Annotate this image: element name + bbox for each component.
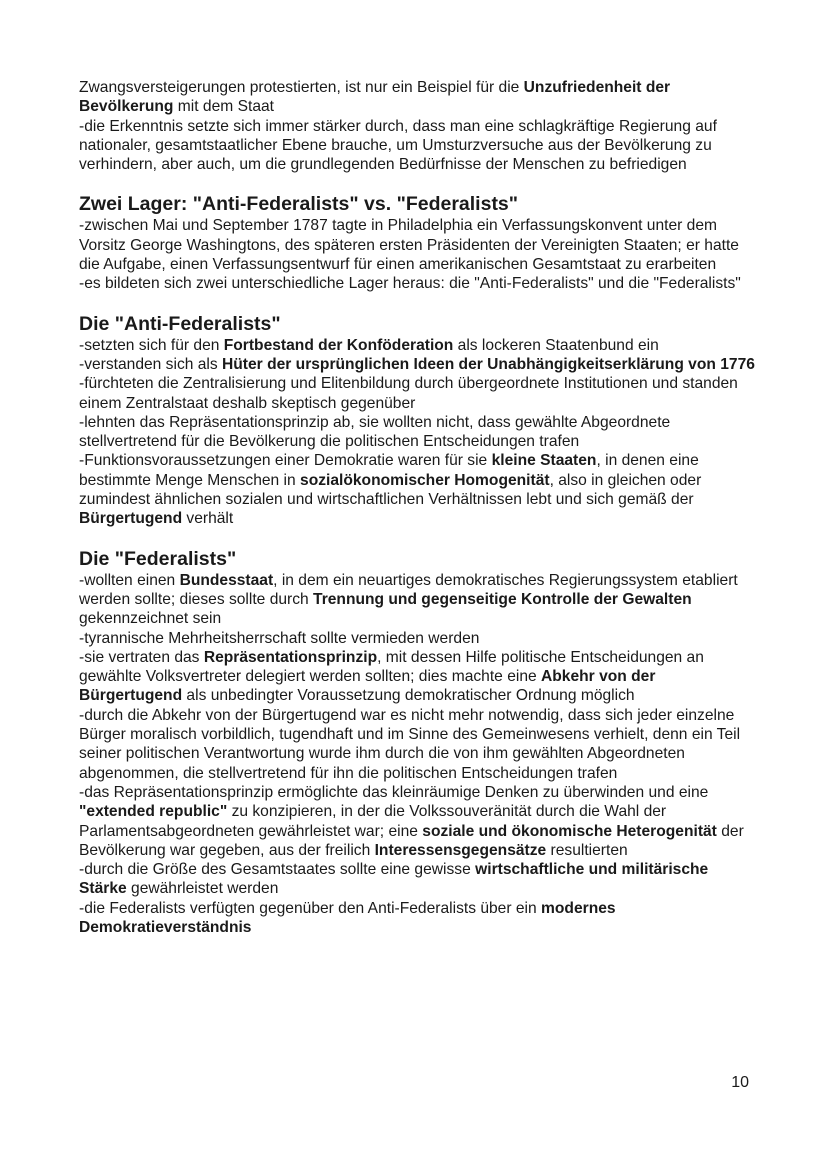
section-paragraph: -durch die Größe des Gesamtstaates sollte eine gewisse wirtschaftliche und militärische Stärke gewährleistet werden: [79, 861, 709, 898]
section-paragraph: -das Repräsentationsprinzip ermöglichte das kleinräumige Denken zu überwinden und eine "extended republic" zu konzipieren, in der die Volkssouveränität durch die Wahl der Parlamentsabgeordneten gewährleistet war; eine soziale und ökonomische Heterogenität der Bevölkerung war gegeben, aus der freilich Interessensgegensätze resultierten: [79, 783, 744, 859]
intro-paragraph: -die Erkenntnis setzte sich immer stärker durch, dass man eine schlagkräftige Regierung auf nationaler, gesamtstaatlicher Ebene brauche, um Umsturzversuche aus der Bevölkerung zu verhindern, aber auch, um die grundlegenden Bedürfnisse der Menschen zu befriedigen: [79, 117, 717, 174]
section-heading-federalists: Die "Federalists": [79, 547, 237, 570]
section-paragraph: -zwischen Mai und September 1787 tagte in Philadelphia ein Verfassungskonvent unter dem Vorsitz George Washingtons, des späteren ersten Präsidenten der Vereinigten Staaten; er hatte die Aufgabe, einen Verfassungsentwurf für einen amerikanischen Gesamtstaat zu erarbeiten: [79, 217, 739, 274]
page-number: 10: [731, 1074, 749, 1091]
page-content: [79, 78, 759, 937]
section-paragraph: -sie vertraten das Repräsentationsprinzip, mit dessen Hilfe politische Entscheidungen an gewählte Volksvertreter delegiert werden sollten; dies machte eine Abkehr von der Bürgertugend als unbedingter Voraussetzung demokratischer Ordnung möglich: [79, 648, 704, 705]
section-paragraph: -Funktionsvoraussetzungen einer Demokratie waren für sie kleine Staaten, in denen eine bestimmte Menge Menschen in sozialökonomischer Homogenität, also in gleichen oder zumindest ähnlichen sozialen und wirtschaftlichen Verhältnissen lebt und sich gemäß der Bürgertugend verhält: [79, 452, 702, 528]
section-paragraph: -die Federalists verfügten gegenüber den Anti-Federalists über ein modernes Demokratieverständnis: [79, 899, 616, 936]
section-paragraph: -lehnten das Repräsentationsprinzip ab, sie wollten nicht, dass gewählte Abgeordnete stellvertretend für die Bevölkerung die politischen Entscheidungen trafen: [79, 413, 671, 451]
section-heading-two-camps: Zwei Lager: "Anti-Federalists" vs. "Federalists": [79, 193, 519, 216]
section-paragraph: -durch die Abkehr von der Bürgertugend war es nicht mehr notwendig, dass sich jeder einzelne Bürger moralisch vorbildlich, tugendhaft und im Sinne des Gemeinwesens verhielt, denn ein Teil seiner politischen Verantwortung wurde ihm durch die von ihm gewählten Abgeordneten abgenommen, die stellvertretend für ihn die politischen Entscheidungen trafen: [79, 706, 741, 782]
intro-paragraph: Zwangsversteigerungen protestierten, ist nur ein Beispiel für die Unzufriedenheit der Bevölkerung mit dem Staat: [79, 79, 671, 116]
section-paragraph: -fürchteten die Zentralisierung und Elitenbildung durch übergeordnete Institutionen und standen einem Zentralstaat deshalb skeptisch gegenüber: [79, 375, 738, 412]
section-paragraph: -setzten sich für den Fortbestand der Konföderation als lockeren Staatenbund ein: [79, 336, 659, 354]
section-paragraph: -wollten einen Bundesstaat, in dem ein neuartiges demokratisches Regierungssystem etabliert werden sollte; dieses sollte durch Trennung und gegenseitige Kontrolle der Gewalten gekennzeichnet sein: [79, 571, 738, 628]
section-paragraph: -verstanden sich als Hüter der ursprünglichen Ideen der Unabhängigkeitserklärung von 1776: [79, 355, 755, 373]
section-paragraph: -tyrannische Mehrheitsherrschaft sollte vermieden werden: [79, 629, 480, 647]
section-heading-anti-federalists: Die "Anti-Federalists": [79, 312, 281, 335]
section-paragraph: -es bildeten sich zwei unterschiedliche Lager heraus: die "Anti-Federalists" und die "Federalists": [79, 275, 741, 293]
